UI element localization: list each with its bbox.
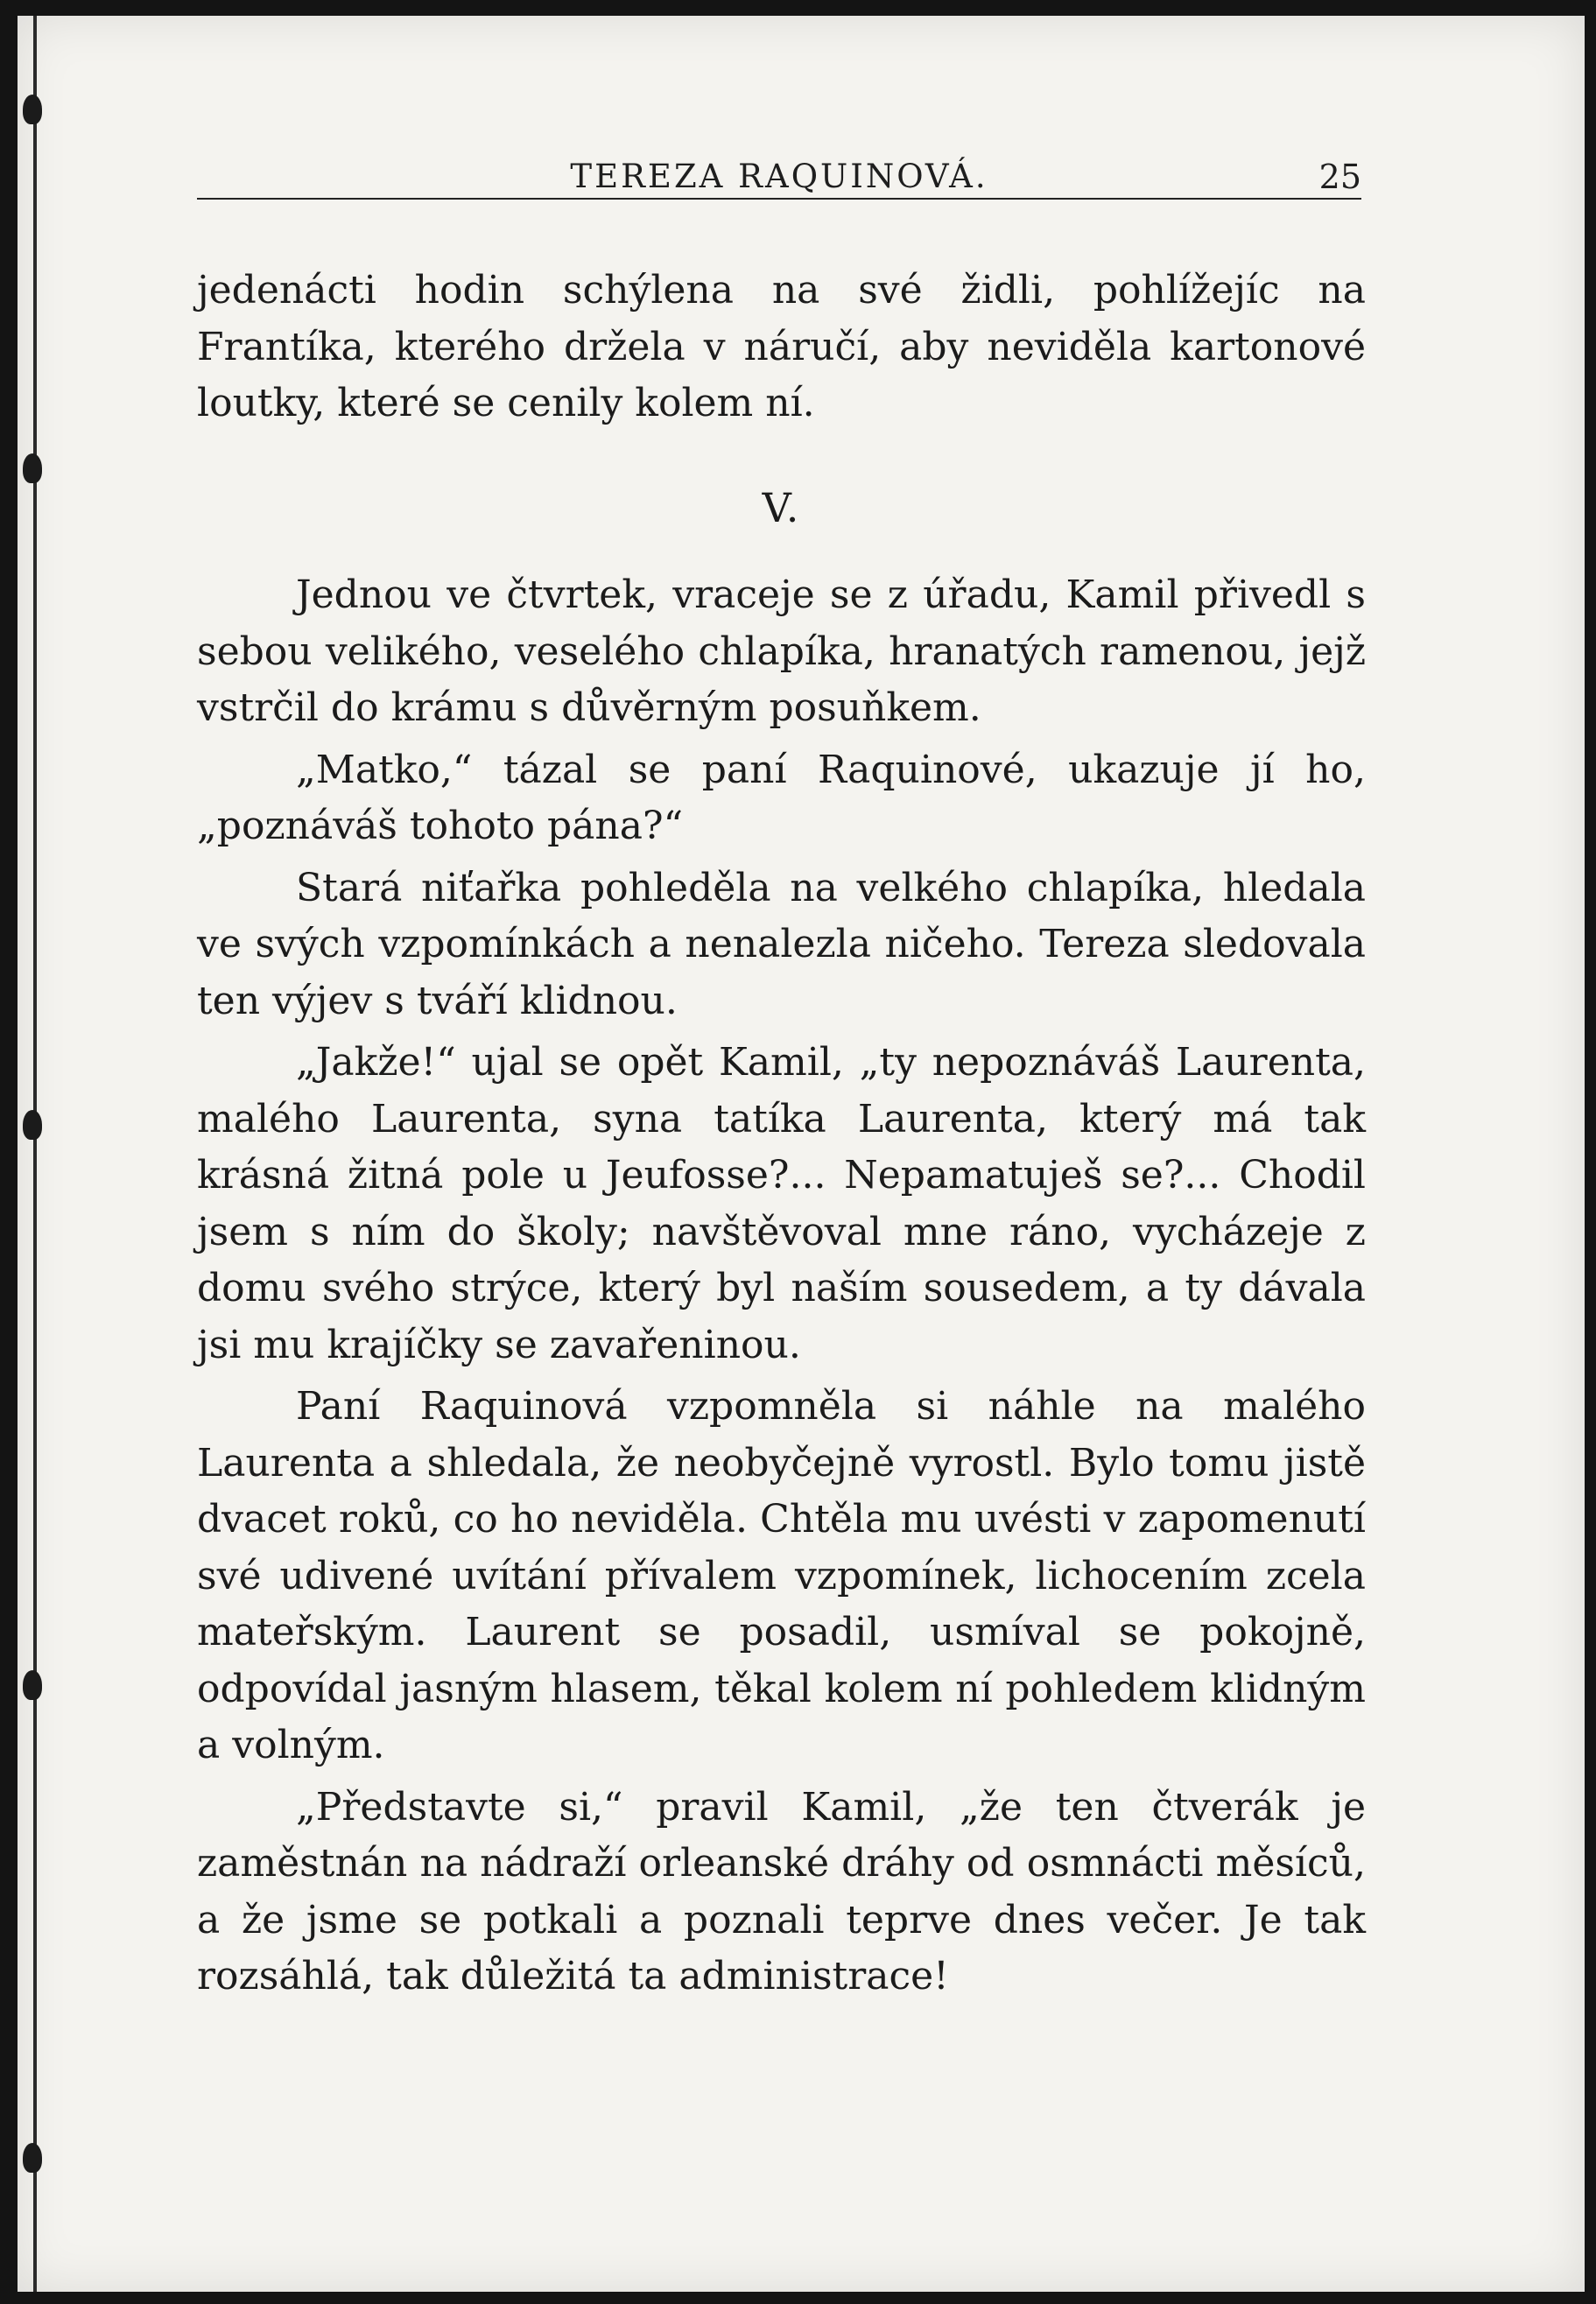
binding-knot [23, 2143, 42, 2173]
paragraph: „Představte si,“ pravil Kamil, „že ten čtverák je zaměstnán na nádraží orleanské dráhy od osmnácti měsíců, a že jsme se potkali a poznali teprve dnes večer. Je tak rozsáhlá, tak důležitá ta administrace! [197, 1784, 1366, 1998]
binding-knot [23, 453, 42, 483]
chapter-heading: V. [762, 483, 801, 531]
page-number: 25 [1318, 158, 1361, 196]
page-binding-edge [18, 16, 70, 2292]
book-page [18, 16, 1585, 2292]
paragraph: „Matko,“ tázal se paní Raquinové, ukazuje jí ho, „poznáváš tohoto pána?“ [197, 747, 1366, 848]
binding-knot [23, 1670, 42, 1700]
binding-thread [33, 16, 37, 2292]
paragraph: „Jakže!“ ujal se opět Kamil, „ty nepoznáváš Laurenta, malého Laurenta, syna tatíka Laurenta, který má tak krásná žitná pole u Jeufosse?... Nepamatuješ se?... Chodil jsem s ním do školy; navštěvoval mne ráno, vycházeje z domu svého strýce, který byl naším sousedem, a ty dávala jsi mu krajíčky se zavařeninou. [197, 1040, 1366, 1367]
binding-knot [23, 95, 42, 124]
binding-knot [23, 1110, 42, 1140]
running-header [197, 154, 1361, 200]
running-title: TEREZA RAQUINOVÁ. [570, 158, 988, 195]
paragraph: Paní Raquinová vzpomněla si náhle na malého Laurenta a shledala, že neobyčejně vyrostl. Bylo tomu jistě dvacet roků, co ho neviděla. Chtěla mu uvésti v zapomenutí své udivené uvítání přívalem vzpomínek, lichocením zcela mateřským. Laurent se posadil, usmíval se pokojně, odpovídal jasným hlasem, těkal kolem ní pohledem klidným a volným. [197, 1384, 1366, 1767]
paragraph: Stará niťařka pohleděla na velkého chlapíka, hledala ve svých vzpomínkách a nenalezla ničeho. Tereza sledovala ten výjev s tváří klidnou. [197, 865, 1366, 1023]
paragraph: Jednou ve čtvrtek, vraceje se z úřadu, Kamil přivedl s sebou velikého, veselého chlapíka, hranatých ramenou, jejž vstrčil do krámu s důvěrným posuňkem. [197, 572, 1366, 730]
opening-paragraph: jedenácti hodin schýlena na své židli, pohlížejíc na Frantíka, kterého držela v náručí, aby neviděla kartonové loutky, které se cenily kolem ní. [197, 268, 1366, 425]
body-text [197, 263, 1366, 2005]
